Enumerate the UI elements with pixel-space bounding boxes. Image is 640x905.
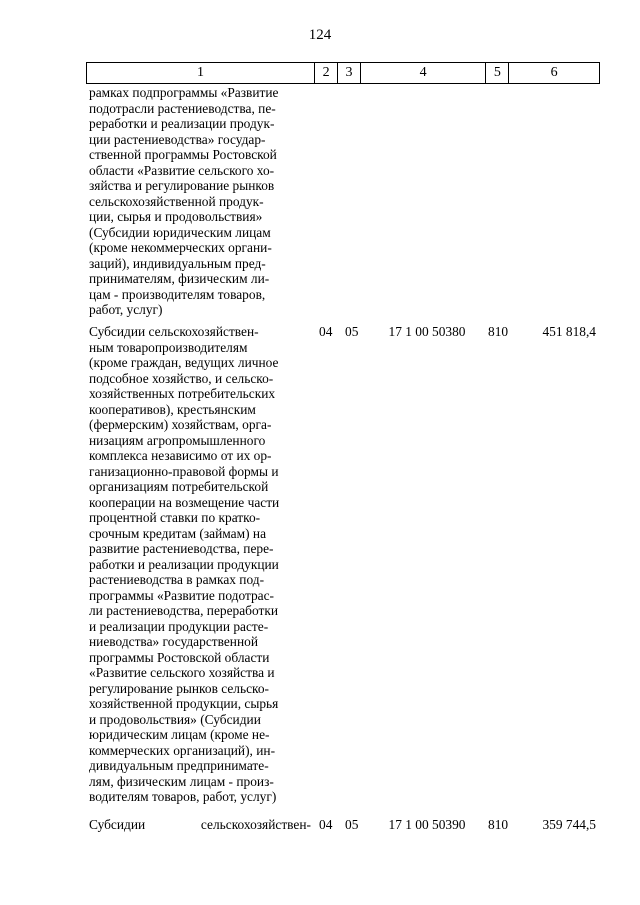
row-description — [89, 817, 311, 833]
desc-line: юридическим лицам (кроме не- — [89, 727, 270, 742]
desc-line: рамках подпрограммы «Развитие — [89, 85, 279, 100]
desc-line: и реализации продукции расте- — [89, 618, 269, 634]
cell-section: 04 — [319, 324, 333, 339]
desc-line: и продовольствия» (Субсидии — [89, 711, 261, 727]
cell-expense-type: 810 — [488, 817, 509, 832]
desc-line: регулирование рынков сельско- — [89, 680, 270, 696]
desc-line: кооперации на возмещение части — [89, 494, 280, 510]
desc-line: (кроме некоммерческих органи- — [89, 240, 272, 255]
desc-line: программы Ростовской области — [89, 649, 270, 665]
desc-line: ции, сырья и продовольствия» — [89, 209, 263, 224]
row-description — [89, 85, 311, 318]
desc-line: цам - производителям товаров, — [89, 286, 266, 302]
desc-line: (Субсидии юридическим лицам — [89, 224, 271, 240]
desc-line: хозяйственных потребительских — [89, 386, 276, 401]
desc-line: ственной программы Ростовской — [89, 147, 277, 162]
cell-target-article: 17 1 00 50390 — [388, 817, 466, 832]
desc-line: зяйства и регулирование рынков — [89, 178, 275, 193]
cell-subsection: 05 — [345, 324, 359, 339]
desc-line: сельскохозяйственной продук- — [89, 193, 264, 209]
desc-line: подсобное хозяйство, и сельско- — [89, 370, 274, 386]
desc-line: коммерческих организаций), ин- — [89, 742, 276, 758]
desc-line: (фермерским) хозяйствам, орга- — [89, 417, 272, 432]
desc-line: кооперативов), крестьянским — [89, 401, 256, 417]
desc-line: заций), индивидуальным пред- — [89, 255, 266, 271]
desc-line: Субсидии сельскохозяйствен- — [89, 817, 311, 832]
column-header-5: 5 — [486, 63, 509, 83]
desc-line: (кроме граждан, ведущих личное — [89, 355, 279, 370]
column-header-1: 1 — [87, 63, 315, 83]
cell-amount: 359 744,5 — [542, 817, 596, 832]
desc-line: срочным кредитам (займам) на — [89, 525, 267, 541]
column-header-6: 6 — [550, 65, 558, 80]
column-header-3: 3 — [338, 63, 361, 83]
column-header-4: 4 — [361, 63, 487, 83]
desc-line: Субсидии сельскохозяйствен- — [89, 324, 259, 339]
cell-section: 04 — [319, 817, 333, 832]
desc-line: ганизационно-правовой формы и — [89, 463, 279, 479]
table-header — [86, 62, 600, 84]
desc-line: работ, услуг) — [89, 302, 163, 317]
desc-line: развитие растениеводства, пере- — [89, 541, 274, 556]
desc-line: работки и реализации продукции — [89, 556, 279, 572]
page-number: 124 — [308, 27, 332, 43]
desc-line: комплекса независимо от их ор- — [89, 448, 272, 463]
cell-expense-type: 810 — [488, 324, 509, 339]
desc-line: «Развитие сельского хозяйства и — [89, 665, 275, 680]
desc-line: ции растениеводства» государ- — [89, 131, 266, 147]
desc-line: ным товаропроизводителям — [89, 339, 248, 355]
desc-line: подотрасли растениеводства, пе- — [89, 100, 276, 116]
desc-line: организациям потребительской — [89, 479, 269, 494]
cell-amount: 451 818,4 — [542, 324, 596, 339]
cell-target-article: 17 1 00 50380 — [388, 324, 466, 339]
desc-line: растениеводства в рамках под- — [89, 572, 265, 587]
desc-line: низациям агропромышленного — [89, 432, 266, 448]
desc-line: процентной ставки по кратко- — [89, 510, 261, 525]
desc-line: хозяйственной продукции, сырья — [89, 696, 279, 711]
desc-line: области «Развитие сельского хо- — [89, 162, 275, 178]
row-description — [89, 324, 311, 805]
column-header-2: 2 — [315, 63, 338, 83]
desc-line: ниеводства» государственной — [89, 634, 258, 649]
desc-line: реработки и реализации продук- — [89, 116, 275, 131]
cell-subsection: 05 — [345, 817, 359, 832]
desc-line: принимателям, физическим ли- — [89, 271, 270, 286]
desc-line: водителям товаров, работ, услуг) — [89, 789, 277, 804]
desc-line: ли растениеводства, переработки — [89, 603, 279, 618]
desc-line: лям, физическим лицам - произ- — [89, 773, 274, 789]
desc-line: программы «Развитие подотрас- — [89, 587, 275, 603]
desc-line: дивидуальным предпринимате- — [89, 758, 269, 773]
